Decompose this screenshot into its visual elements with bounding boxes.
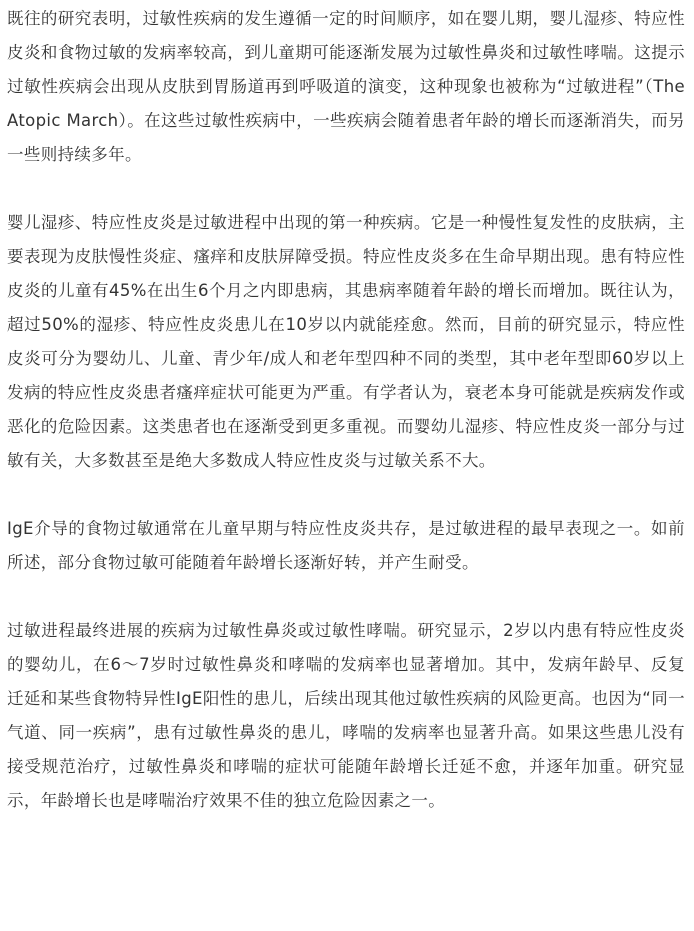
- paragraph-atopic-dermatitis: 婴儿湿疹、特应性皮炎是过敏进程中出现的第一种疾病。它是一种慢性复发性的皮肤病，主要表现为皮肤慢性炎症、瘙痒和皮肤屏障受损。特应性皮炎多在生命早期出现。患有特应性皮炎的儿童有45%在出生6个月之内即患病，其患病率随着年龄的增长而增加。既往认为，超过50%的湿疹、特应性皮炎患儿在10岁以内就能痊愈。然而，目前的研究显示，特应性皮炎可分为婴幼儿、儿童、青少年/成人和老年型四种不同的类型，其中老年型即60岁以上发病的特应性皮炎患者瘙痒症状可能更为严重。有学者认为，衰老本身可能就是疾病发作或恶化的危险因素。这类患者也在逐渐受到更多重视。而婴幼儿湿疹、特应性皮炎一部分与过敏有关，大多数甚至是绝大多数成人特应性皮炎与过敏关系不大。: [7, 213, 685, 470]
- paragraph-food-allergy: IgE介导的食物过敏通常在儿童早期与特应性皮炎共存，是过敏进程的最早表现之一。如前所述，部分食物过敏可能随着年龄增长逐渐好转，并产生耐受。: [7, 519, 685, 572]
- paragraph-atopic-march-intro: 既往的研究表明，过敏性疾病的发生遵循一定的时间顺序，如在婴儿期，婴儿湿疹、特应性皮炎和食物过敏的发病率较高，到儿童期可能逐渐发展为过敏性鼻炎和过敏性哮喘。这提示过敏性疾病会出现从皮肤到胃肠道再到呼吸道的演变，这种现象也被称为“过敏进程”（The Atopic March）。在这些过敏性疾病中，一些疾病会随着患者年龄的增长而逐渐消失，而另一些则持续多年。: [7, 9, 685, 164]
- paragraph-rhinitis-asthma: 过敏进程最终进展的疾病为过敏性鼻炎或过敏性哮喘。研究显示，2岁以内患有特应性皮炎的婴幼儿，在6～7岁时过敏性鼻炎和哮喘的发病率也显著增加。其中，发病年龄早、反复迁延和某些食物特异性IgE阳性的患儿，后续出现其他过敏性疾病的风险更高。也因为“同一气道、同一疾病”，患有过敏性鼻炎的患儿，哮喘的发病率也显著升高。如果这些患儿没有接受规范治疗，过敏性鼻炎和哮喘的症状可能随年龄增长迁延不愈，并逐年加重。研究显示，年龄增长也是哮喘治疗效果不佳的独立危险因素之一。: [7, 621, 685, 810]
